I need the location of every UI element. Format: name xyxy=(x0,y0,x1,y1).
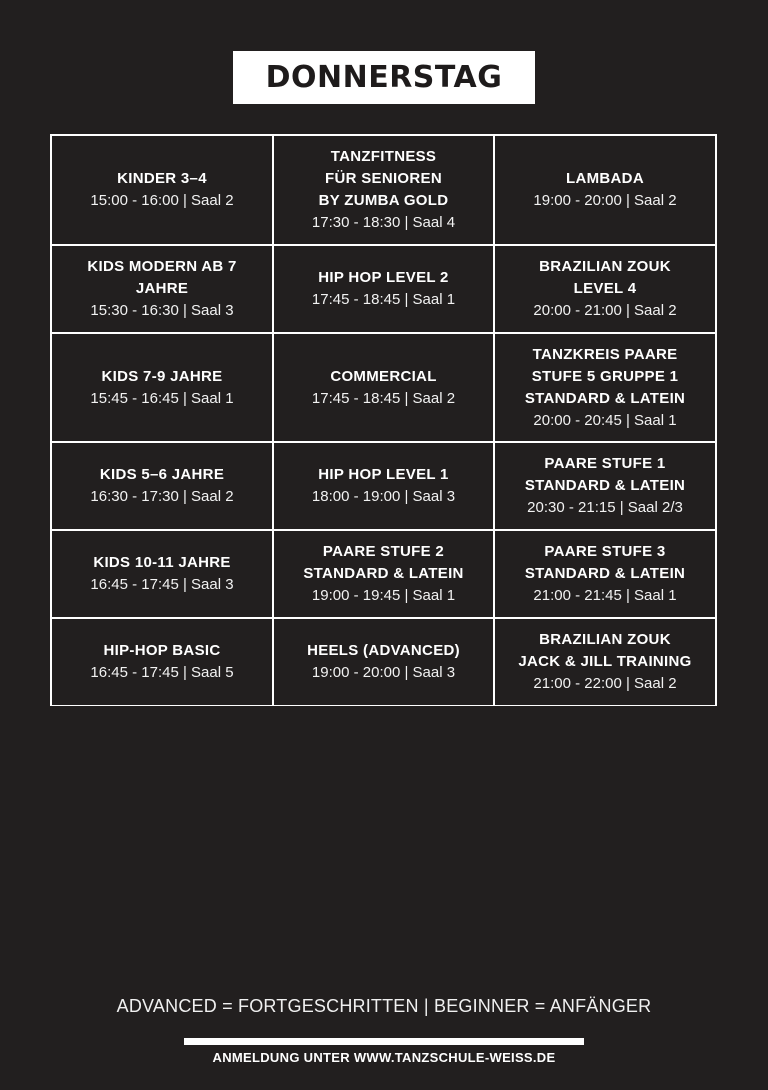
schedule-cell xyxy=(273,245,494,333)
schedule-cell xyxy=(494,618,716,706)
course-name: KIDS MODERN AB 7 JAHRE xyxy=(87,258,237,297)
course-name: BRAZILIAN ZOUK JACK & JILL TRAINING xyxy=(518,631,692,670)
day-title: DONNERSTAG xyxy=(265,60,503,95)
course-time: 21:00 - 22:00 | Saal 2 xyxy=(533,675,677,692)
course-name: BRAZILIAN ZOUK LEVEL 4 xyxy=(539,258,671,297)
course-time: 20:00 - 20:45 | Saal 1 xyxy=(533,411,677,429)
schedule-cell xyxy=(51,135,273,245)
schedule-cell xyxy=(51,333,273,442)
schedule-cell xyxy=(273,333,494,442)
schedule-cell xyxy=(273,442,494,530)
course-name: PAARE STUFE 1 STANDARD & LATEIN xyxy=(524,455,686,494)
schedule-cell xyxy=(51,530,273,618)
course-name: KINDER 3–4 xyxy=(117,170,207,187)
course-time: 19:00 - 20:00 | Saal 3 xyxy=(311,664,456,681)
schedule-cell xyxy=(494,530,716,618)
schedule-cell xyxy=(51,245,273,333)
course-time: 19:00 - 20:00 | Saal 2 xyxy=(533,192,677,209)
course-time: 16:45 - 17:45 | Saal 3 xyxy=(90,576,234,593)
course-time: 16:45 - 17:45 | Saal 5 xyxy=(90,664,234,681)
course-time: 17:30 - 18:30 | Saal 4 xyxy=(311,214,456,231)
schedule-cell xyxy=(273,618,494,706)
course-name: PAARE STUFE 2 STANDARD & LATEIN xyxy=(303,543,464,582)
course-name: HEELS (ADVANCED) xyxy=(307,642,460,659)
schedule-cell xyxy=(51,618,273,706)
course-name: TANZFITNESS FÜR SENIOREN BY ZUMBA GOLD xyxy=(318,148,449,209)
schedule-cell xyxy=(273,135,494,245)
schedule-cell xyxy=(494,442,716,530)
course-name: COMMERCIAL xyxy=(330,367,437,385)
legend-text: ADVANCED = FORTGESCHRITTEN | BEGINNER = ANFÄNGER xyxy=(116,996,652,1016)
course-name: KIDS 7-9 JAHRE xyxy=(101,367,223,385)
course-time: 20:30 - 21:15 | Saal 2/3 xyxy=(527,499,683,516)
course-name: PAARE STUFE 3 STANDARD & LATEIN xyxy=(524,543,686,582)
schedule-cell xyxy=(51,442,273,530)
course-time: 15:30 - 16:30 | Saal 3 xyxy=(90,302,234,319)
course-time: 17:45 - 18:45 | Saal 1 xyxy=(311,291,456,308)
schedule-cell xyxy=(494,333,716,442)
schedule-cell xyxy=(273,530,494,618)
course-time: 15:45 - 16:45 | Saal 1 xyxy=(90,389,234,407)
course-name: TANZKREIS PAARE STUFE 5 GRUPPE 1 STANDARD & LATEIN xyxy=(524,345,686,407)
schedule-grid xyxy=(50,134,717,706)
schedule-cell xyxy=(494,135,716,245)
course-time: 21:00 - 21:45 | Saal 1 xyxy=(533,587,677,604)
course-time: 15:00 - 16:00 | Saal 2 xyxy=(90,192,234,209)
course-time: 20:00 - 21:00 | Saal 2 xyxy=(533,302,677,319)
course-time: 18:00 - 19:00 | Saal 3 xyxy=(311,488,456,505)
course-name: HIP-HOP BASIC xyxy=(103,642,221,659)
course-name: HIP HOP LEVEL 1 xyxy=(318,466,449,483)
course-name: KIDS 5–6 JAHRE xyxy=(99,466,225,483)
course-name: HIP HOP LEVEL 2 xyxy=(318,269,449,286)
divider-bar xyxy=(184,1038,584,1045)
course-time: 19:00 - 19:45 | Saal 1 xyxy=(311,587,456,604)
course-name: KIDS 10-11 JAHRE xyxy=(93,554,231,571)
registration-footer: ANMELDUNG UNTER WWW.TANZSCHULE-WEISS.DE xyxy=(212,1050,556,1065)
schedule-cell xyxy=(494,245,716,333)
course-time: 17:45 - 18:45 | Saal 2 xyxy=(311,389,456,407)
day-title-box xyxy=(233,51,535,104)
course-name: LAMBADA xyxy=(566,170,644,187)
course-time: 16:30 - 17:30 | Saal 2 xyxy=(90,488,234,505)
